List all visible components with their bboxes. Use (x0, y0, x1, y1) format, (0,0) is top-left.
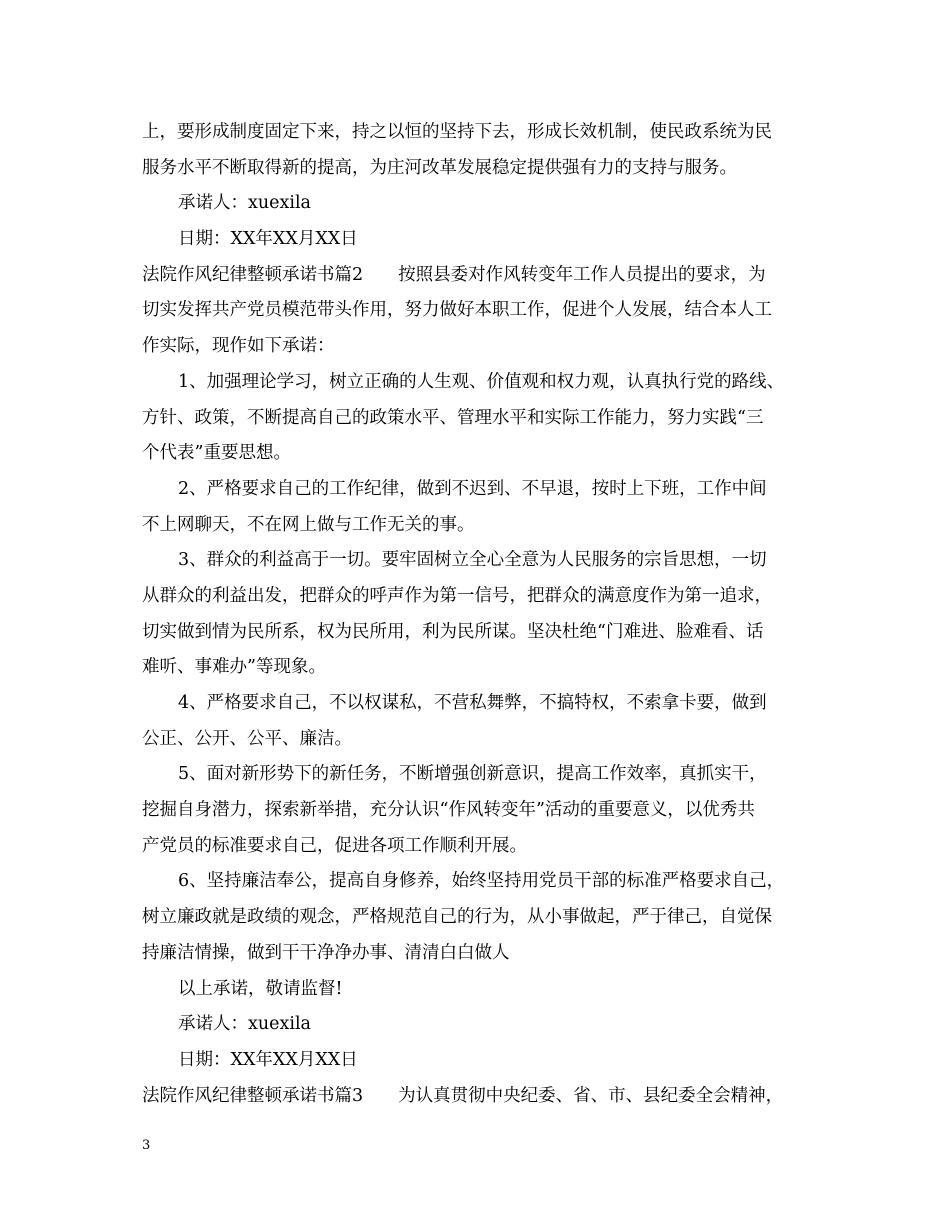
document-body (142, 115, 822, 1114)
list-item-4: 4、严格要求自己，不以权谋私，不营私舞弊，不搞特权，不索拿卡要，做到 (178, 693, 767, 713)
list-item-3: 3、群众的利益高于一切。要牢固树立全心全意为人民服务的宗旨思想，一切 (178, 550, 767, 571)
closing-line: 以上承诺，敬请监督! (178, 978, 343, 999)
text-line: 切实做到情为民所系，权为民所用，利为民所谋。坚决杜绝“门难进、脸难看、话 (142, 621, 764, 642)
text-line: 个代表”重要思想。 (142, 443, 291, 464)
signatory-line: 承诺人：xuexila (178, 1014, 311, 1035)
text-line: 上，要形成制度固定下来，持之以恒的坚持下去，形成长效机制，使民政系统为民 (142, 122, 772, 142)
text-line: 切实发挥共产党员模范带头作用，努力做好本职工作，促进个人发展，结合本人工 (142, 300, 772, 321)
text-line: 挖掘自身潜力，探索新举措，充分认识“作风转变年”活动的重要意义，以优秀共 (142, 800, 755, 821)
date-line: 日期：XX年XX月XX日 (178, 1049, 358, 1070)
text-line: 难听、事难办”等现象。 (142, 657, 326, 678)
text-line: 方针、政策，不断提高自己的政策水平、管理水平和实际工作能力，努力实践“三 (142, 407, 764, 428)
list-item-1: 1、加强理论学习，树立正确的人生观、价值观和权力观，认真执行党的路线、 (178, 371, 785, 392)
section-heading-line: 法院作风纪律整顿承诺书篇2 按照县委对作风转变年工作人员提出的要求，为 (142, 264, 766, 285)
text-line: 服务水平不断取得新的提高，为庄河改革发展稳定提供强有力的支持与服务。 (142, 157, 737, 178)
text-line: 公正、公开、公平、廉洁。 (142, 728, 352, 749)
text-line: 从群众的利益出发，把群众的呼声作为第一信号，把群众的满意度作为第一追求， (142, 585, 772, 606)
signatory-line: 承诺人：xuexila (178, 193, 311, 214)
page-number: 3 (142, 1138, 151, 1153)
text-line: 树立廉政就是政绩的观念，严格规范自己的行为，从小事做起，严于律己，自觉保 (142, 907, 772, 928)
section-heading-line: 法院作风纪律整顿承诺书篇3 为认真贯彻中央纪委、省、市、县纪委全会精神， (142, 1085, 784, 1106)
list-item-2: 2、严格要求自己的工作纪律，做到不迟到、不早退，按时上下班，工作中间 (178, 478, 767, 499)
date-line: 日期：XX年XX月XX日 (178, 229, 358, 250)
text-line: 产党员的标准要求自己，促进各项工作顺利开展。 (142, 835, 527, 856)
list-item-5: 5、面对新形势下的新任务，不断增强创新意识，提高工作效率，真抓实干， (178, 764, 767, 785)
text-line: 持廉洁情操，做到干干净净办事、清清白白做人 (142, 942, 510, 963)
text-line: 作实际，现作如下承诺： (142, 336, 335, 357)
list-item-6: 6、坚持廉洁奉公，提高自身修养，始终坚持用党员干部的标准严格要求自己， (178, 871, 785, 892)
text-line: 不上网聊天，不在网上做与工作无关的事。 (142, 514, 475, 535)
